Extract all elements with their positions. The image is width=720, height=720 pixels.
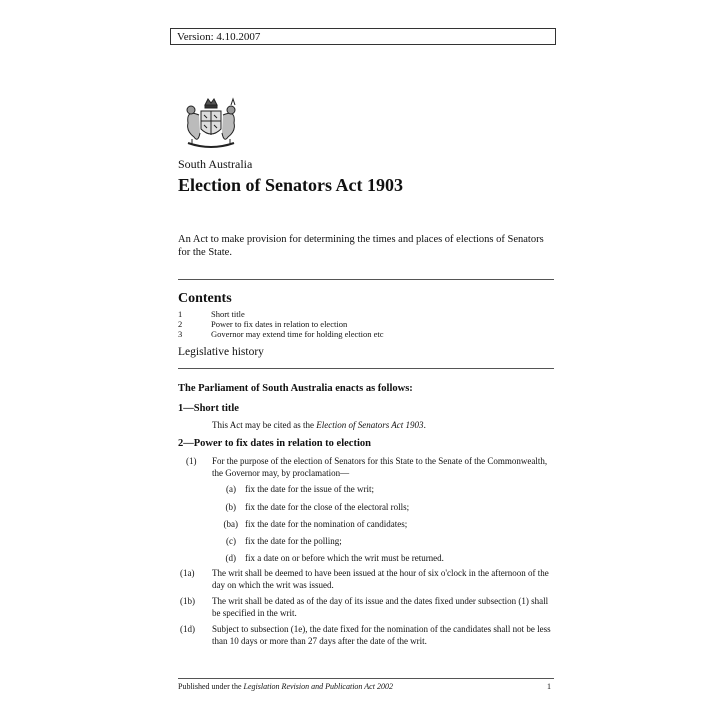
paragraph-text: fix the date for the nomination of candidates; [245, 519, 408, 529]
subsection-text: The writ shall be dated as of the day of its issue and the dates fixed under subsection (1) shall be specified in the writ. [212, 596, 549, 618]
divider [178, 279, 554, 280]
contents-item-number: 3 [178, 329, 183, 339]
act-title: Election of Senators Act 1903 [178, 175, 403, 195]
paragraph-number: (a) [226, 484, 236, 494]
paragraph-text: fix the date for the close of the electoral rolls; [245, 502, 410, 512]
section-1-text-prefix: This Act may be cited as the [212, 420, 317, 430]
subsection-text: The writ shall be deemed to have been issued at the hour of six o'clock in the afternoon of the day on which the writ was issued. [212, 568, 549, 590]
section-1-text [212, 420, 426, 432]
divider [178, 368, 554, 369]
paragraph-number: (d) [225, 553, 236, 563]
contents-item-number: 1 [178, 309, 183, 319]
version-text: Version: 4.10.2007 [177, 31, 261, 43]
section-1-text-suffix: . [423, 420, 426, 430]
page-number: 1 [547, 682, 551, 691]
contents-item-title: Governor may extend time for holding election etc [211, 329, 384, 339]
subsection-number: (1d) [180, 624, 195, 634]
section-2-heading: 2—Power to fix dates in relation to election [178, 438, 371, 449]
footer-act-name: Legislation Revision and Publication Act 2002 [243, 682, 393, 691]
subsection-text: For the purpose of the election of Senators for this State to the Senate of the Commonwealth, the Governor may, by proclamation— [212, 456, 548, 478]
paragraph-text: fix a date on or before which the writ must be returned. [245, 553, 444, 563]
paragraph-number: (b) [225, 502, 236, 512]
long-title: An Act to make provision for determining the times and places of elections of Senators for the State. [178, 234, 544, 258]
jurisdiction: South Australia [178, 157, 253, 171]
coat-of-arms-icon [178, 95, 244, 155]
contents-item[interactable] [178, 329, 384, 339]
contents-item-number: 2 [178, 319, 183, 329]
footer-divider [178, 678, 554, 679]
contents-heading: Contents [178, 291, 232, 306]
section-1-act-name: Election of Senators Act 1903 [316, 420, 424, 430]
paragraph-number: (ba) [223, 519, 238, 529]
section-1-heading: 1—Short title [178, 403, 239, 414]
contents-list [178, 309, 384, 339]
version-label [170, 28, 556, 45]
paragraph-text: fix the date for the issue of the writ; [245, 484, 374, 494]
footer-publication-note [178, 682, 393, 691]
subsection-number: (1b) [180, 596, 195, 606]
paragraph-text: fix the date for the polling; [245, 536, 342, 546]
subsection-text: Subject to subsection (1e), the date fixed for the nomination of the candidates shall not be less than 10 days or more than 27 days after the date of the writ. [212, 624, 551, 646]
subsection-number: (1a) [180, 568, 195, 578]
legislative-history-link[interactable]: Legislative history [178, 346, 264, 358]
contents-item-title: Short title [211, 309, 245, 319]
enacting-formula: The Parliament of South Australia enacts as follows: [178, 383, 413, 394]
footer-prefix: Published under the [178, 682, 244, 691]
subsection-number: (1) [186, 456, 197, 466]
contents-item[interactable] [178, 319, 384, 329]
contents-item-title: Power to fix dates in relation to election [211, 319, 348, 329]
paragraph-number: (c) [226, 536, 236, 546]
contents-item[interactable] [178, 309, 384, 319]
